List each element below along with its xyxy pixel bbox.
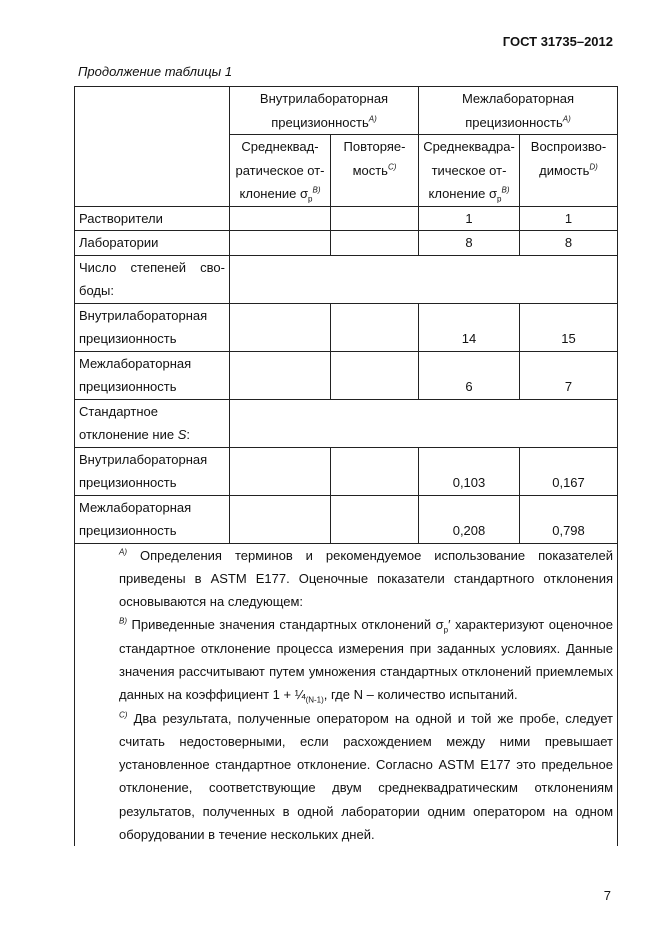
table-row	[75, 206, 618, 231]
row-label: Лаборатории	[75, 231, 230, 256]
footnote-text: Два результата, полученные оператором на одной и той же пробе, следует считать недостоверными, если расхождением между ними превышает установленное стандартное отклонение. Согласно ASTM E177 это предельное отклонение, соответствующие двум среднеквадратическим отклонениям результатов, полученных в одной лаборатории одним оператором на одном оборудовании в течение нескольких дней.	[119, 710, 614, 843]
cell-value: 8	[419, 231, 520, 256]
cell-value: 0,103	[419, 447, 520, 495]
footnote-mark: A)	[119, 547, 127, 557]
header-inter-text: Межлабораторная прецизионность	[461, 91, 575, 130]
row-label: Растворители	[75, 206, 230, 231]
cell-value: 0,208	[419, 495, 520, 543]
table-row	[75, 495, 618, 543]
standard-code: ГОСТ 31735–2012	[502, 34, 613, 49]
header-intra-sup: A)	[368, 114, 377, 124]
header-intra-group	[230, 87, 419, 135]
precision-table	[74, 86, 618, 846]
notes-row	[75, 543, 618, 846]
section-span-cell	[230, 399, 618, 447]
cell-value: 8	[520, 231, 618, 256]
table-row	[75, 303, 618, 351]
row-label: Внутрилабораторная прецизионность	[75, 447, 230, 495]
header-empty-cell	[75, 87, 230, 207]
page-number: 7	[603, 888, 611, 903]
table-row	[75, 255, 618, 303]
footnote-b: $^{B)}$ Приведенные значения стандартных отклонений $\sigma_p'$ характеризуют оценочное стандартное отклонение процесса измерения при заданных условиях. Данные значения рассчитывают путем умножения стандартных отклонений приемлемых данных на коэффициент $1 + \frac{1}{4}_{(N-1)}$, где N – количество испытаний.	[119, 617, 614, 705]
notes-cell	[75, 543, 618, 846]
table-continuation-caption: Продолжение таблицы 1	[78, 64, 233, 79]
cell-value: 14	[419, 303, 520, 351]
table-row	[75, 399, 618, 447]
cell-value: 15	[520, 303, 618, 351]
header-inter-sup: A)	[562, 114, 571, 124]
cell-value: 1	[520, 206, 618, 231]
subheader-repeatability: Повторяе- мость$^{C)}$	[331, 135, 419, 207]
subheader-std-dev-intra: Среднеквад- ратическое от- клонение $\sigma_p^{B)}$	[230, 135, 331, 207]
row-label: Число степеней сво- боды:	[75, 255, 230, 303]
table-row	[75, 231, 618, 256]
header-inter-group	[419, 87, 618, 135]
section-span-cell	[230, 255, 618, 303]
footnote-mark: B)	[119, 617, 127, 627]
footnote-text: Определения терминов и рекомендуемое использование показателей приведены в ASTM E177. Оценочные показатели стандартного отклонения основываются на следующем:	[119, 547, 614, 610]
footnote-mark: C)	[119, 710, 128, 720]
footnote-c	[79, 707, 613, 847]
cell-value: 0,798	[520, 495, 618, 543]
footnote-a	[79, 544, 613, 614]
row-label: Межлабораторная прецизионность	[75, 351, 230, 399]
cell-value: 0,167	[520, 447, 618, 495]
header-intra-text: Внутрилабораторная прецизионность	[259, 91, 389, 130]
subheader-std-dev-inter: Среднеквадра- тическое от- клонение $\sigma_p^{B)}$	[419, 135, 520, 207]
cell-value: 1	[419, 206, 520, 231]
cell-value: 6	[419, 351, 520, 399]
cell-value: 7	[520, 351, 618, 399]
table-row	[75, 447, 618, 495]
row-label: Стандартное отклонение ние S:	[75, 399, 230, 447]
header-row-1	[75, 87, 618, 135]
row-label: Межлабораторная прецизионность	[75, 495, 230, 543]
row-label: Внутрилабораторная прецизионность	[75, 303, 230, 351]
table-row	[75, 351, 618, 399]
subheader-reproducibility: Воспроизво- димость$^{D)}$	[520, 135, 618, 207]
